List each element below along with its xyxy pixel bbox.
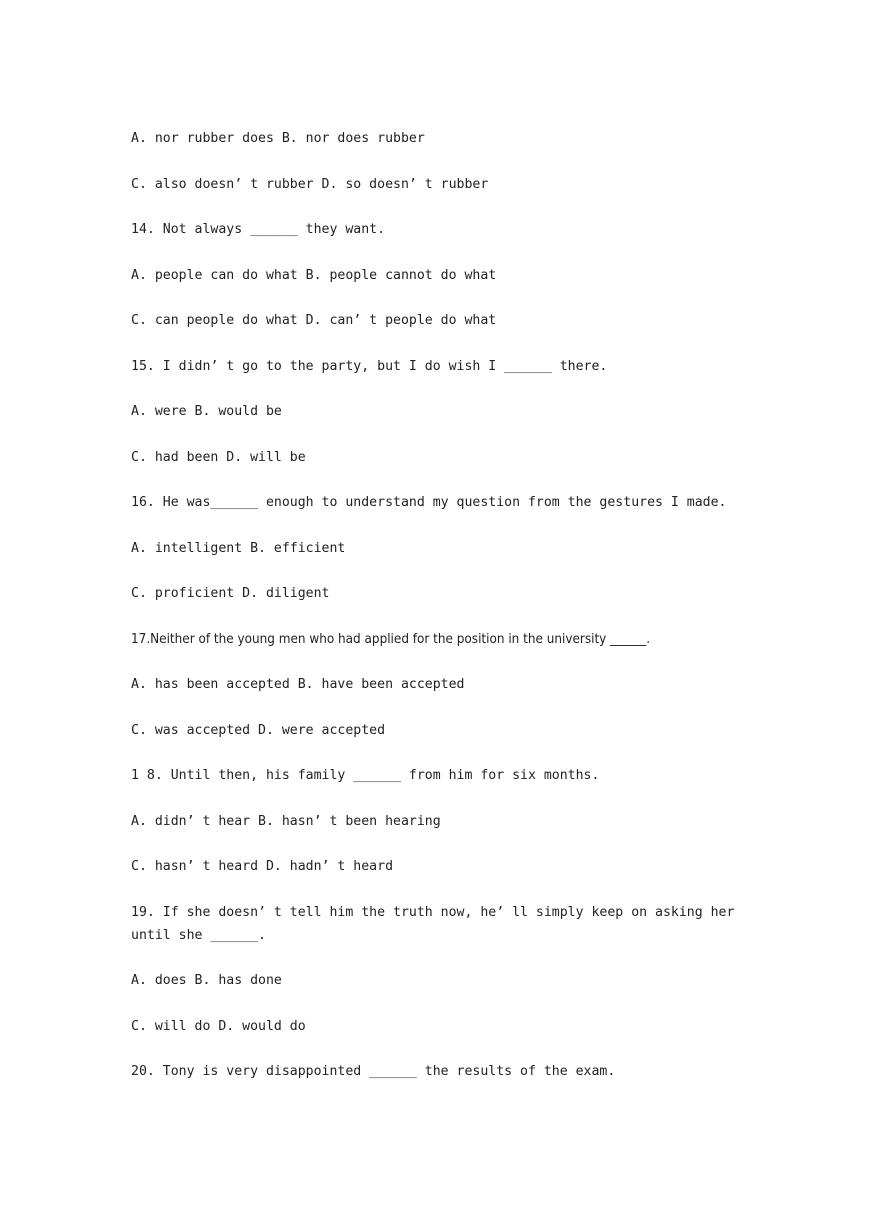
q19-options-cd: C. will do D. would do — [131, 1018, 306, 1034]
q18-question: 1 8. Until then, his family ______ from him for six months. — [131, 768, 600, 783]
q16-question: 16. He was______ enough to understand my question from the gestures I made. — [131, 495, 727, 510]
q15-options-ab: A. were B. would be — [131, 404, 282, 419]
q14-options-cd: C. can people do what D. can’ t people do what — [131, 313, 497, 328]
question-list — [131, 127, 741, 1106]
q15-options-cd: C. had been D. will be — [131, 449, 306, 465]
q19-options-ab: A. does B. has done — [131, 973, 282, 988]
q14-question: 14. Not always ______ they want. — [131, 222, 386, 237]
q20-question: 20. Tony is very disappointed ______ the results of the exam. — [131, 1064, 616, 1079]
q13-options-ab: A. nor rubber does B. nor does rubber — [131, 131, 425, 146]
q18-options-cd: C. hasn’ t heard D. hadn’ t heard — [131, 859, 394, 874]
q16-options-cd: C. proficient D. diligent — [131, 586, 330, 601]
q15-question: 15. I didn’ t go to the party, but I do wish I ______ there. — [131, 358, 608, 374]
q16-options-ab: A. intelligent B. efficient — [131, 540, 346, 556]
q17-options-ab: A. has been accepted B. have been accepted — [131, 677, 465, 692]
q19-question: 19. If she doesn’ t tell him the truth now, he’ ll simply keep on asking her until she ______. — [131, 904, 735, 943]
q13-options-cd: C. also doesn’ t rubber D. so doesn’ t rubber — [131, 176, 489, 192]
q17-options-cd: C. was accepted D. were accepted — [131, 722, 386, 738]
q18-options-ab: A. didn’ t hear B. hasn’ t been hearing — [131, 813, 441, 829]
q14-options-ab: A. people can do what B. people cannot do what — [131, 267, 497, 283]
q17-question: 17.Neither of the young men who had applied for the position in the university ______. — [131, 631, 651, 647]
